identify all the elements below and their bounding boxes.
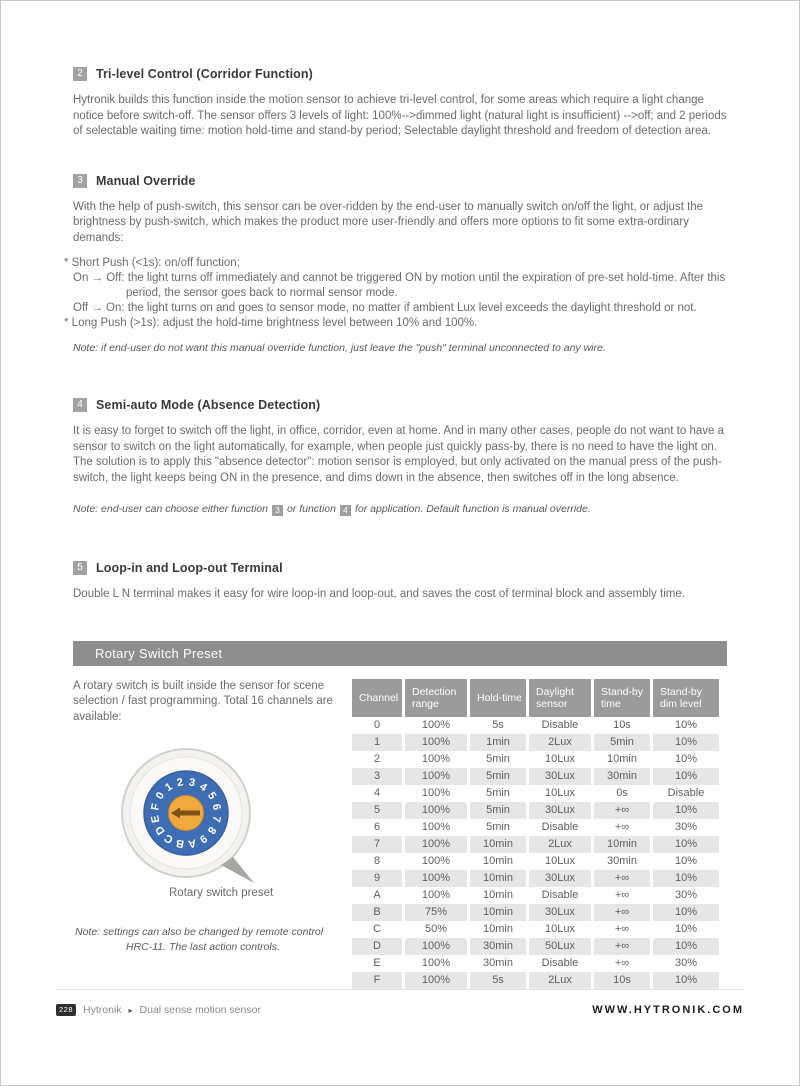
section-number-badge: 5 (73, 561, 87, 575)
table-cell: 100% (405, 768, 467, 785)
rotary-switch-graphic (91, 745, 341, 885)
table-header-cell: Stand-by time (594, 679, 650, 717)
dial-char: 0 (153, 790, 168, 802)
table-cell: 100% (405, 938, 467, 955)
footer-brand: Hytronik (83, 1004, 122, 1016)
table-cell: E (373, 957, 381, 969)
bullet-short-push: * Short Push (<1s): on/off function; (64, 257, 240, 269)
section-title: Manual Override (96, 173, 196, 188)
table-cell: 10Lux (545, 923, 575, 935)
section-heading-loop-terminal (73, 561, 727, 575)
table-cell: 3 (352, 768, 402, 785)
note-text-part: Note: end-user can choose either function (73, 503, 268, 515)
table-cell: 100% (421, 889, 451, 901)
manual-override-bullets (64, 256, 727, 331)
dial-char: C (162, 831, 176, 846)
table-row (352, 717, 719, 734)
table-cell: 5min (470, 802, 526, 819)
table-row (352, 870, 719, 887)
table-row (352, 836, 719, 853)
section-body-manual-override: With the help of push-switch, this sensor can be over-ridden by the end-user to manually switch on/off the light, or adjust the brightness by push-switch, which makes the product more user-friendly and offers more options to fit some extra-ordinary demands: (73, 200, 704, 244)
table-cell: +∞ (614, 957, 630, 969)
table-cell: 5min (486, 821, 510, 833)
table-cell: 1 (352, 734, 402, 751)
section-body-tri-level: Hytronik builds this function inside the motion sensor to achieve tri-level control, for some areas which require a light change notice before switch-off. The sensor offers 3 levels of light: 100%-->dimmed light (natural light is insufficient) -->off; and 2 periods of selectable waiting time: motion hold-time and stand-by period; Selectable daylight threshold and freedom of detection area. (73, 94, 727, 137)
table-cell: 10min (470, 836, 526, 853)
table-cell: 6 (373, 821, 381, 833)
table-row (352, 887, 719, 904)
footer-website: WWW.HYTRONIK.COM (592, 1004, 744, 1016)
table-cell: 10min (594, 836, 650, 853)
footer-left (56, 1004, 261, 1016)
table-cell: 5min (486, 787, 510, 799)
table-row (352, 785, 719, 802)
dial-char: F (149, 802, 163, 812)
footer-product: Dual sense motion sensor (139, 1004, 261, 1016)
table-cell: 10% (674, 719, 698, 731)
table-cell: F (352, 972, 402, 989)
table-cell: Disable (541, 719, 579, 731)
table-cell: D (352, 938, 402, 955)
table-cell: +∞ (594, 870, 650, 887)
table-cell: Disable (541, 957, 579, 969)
table-row (352, 972, 719, 989)
table-cell: 100% (405, 836, 467, 853)
table-cell: 10min (607, 753, 637, 765)
table-cell: +∞ (614, 821, 630, 833)
section-heading-semi-auto (73, 398, 727, 412)
table-cell: 10Lux (545, 855, 575, 867)
table-cell: 10min (483, 889, 513, 901)
dial-char: 6 (209, 802, 223, 812)
preset-table-head (352, 679, 719, 717)
dial-char: 8 (204, 824, 219, 836)
dial-char: 1 (163, 780, 175, 795)
table-cell: 10min (483, 923, 513, 935)
note-text-part: or function (286, 503, 336, 515)
dial-char: 5 (204, 790, 219, 802)
table-row (352, 734, 719, 751)
table-cell: 10s (594, 972, 650, 989)
table-cell: 10min (483, 855, 513, 867)
table-cell: 30min (594, 768, 650, 785)
dial-char: 2 (175, 776, 185, 790)
table-cell: 30% (674, 821, 698, 833)
table-cell: 2 (373, 753, 381, 765)
table-cell: 5min (486, 753, 510, 765)
section-number-badge: 2 (73, 67, 87, 81)
table-cell: 9 (352, 870, 402, 887)
table-cell: 10% (674, 855, 698, 867)
table-cell: 30min (470, 938, 526, 955)
section-heading-manual-override (73, 174, 727, 188)
table-cell: 5min (594, 734, 650, 751)
table-cell: 1min (470, 734, 526, 751)
page-number-badge: 228 (56, 1004, 76, 1016)
dial-char: A (186, 836, 198, 850)
table-cell: 100% (421, 753, 451, 765)
table-cell: 10s (613, 719, 631, 731)
bullet-on-off-line1: On → Off: the light turns off immediately and cannot be triggered ON by motion until the expiration of pre-set hold-time. After this (73, 272, 726, 284)
table-cell: 5 (352, 802, 402, 819)
section-title: Semi-auto Mode (Absence Detection) (96, 398, 321, 412)
rotary-switch-preset-bar: Rotary Switch Preset (73, 641, 727, 666)
table-cell: 10% (653, 734, 719, 751)
table-cell: 10% (653, 802, 719, 819)
table-cell: 10% (674, 753, 698, 765)
table-header-cell: Detection range (405, 679, 467, 717)
note-text-part: for application. Default function is manual override. (354, 503, 591, 515)
table-row (352, 802, 719, 819)
table-cell: 30% (674, 889, 698, 901)
table-cell: 10min (470, 870, 526, 887)
table-cell: 0 (373, 719, 381, 731)
table-cell: 2Lux (529, 972, 591, 989)
rotary-note-line1: Note: settings can also be changed by remote control (75, 926, 324, 938)
table-cell: 10% (653, 972, 719, 989)
table-cell: 30min (607, 855, 637, 867)
separator-arrow-icon: ▸ (128, 1005, 133, 1015)
table-row (352, 751, 719, 768)
semi-auto-note (73, 503, 727, 516)
table-row (352, 921, 719, 938)
dial-char: 4 (197, 780, 209, 795)
table-cell: 10% (674, 923, 698, 935)
table-cell: 100% (405, 802, 467, 819)
table-cell: Disable (667, 787, 705, 799)
table-cell: A (373, 889, 381, 901)
table-cell: +∞ (614, 923, 630, 935)
table-cell: +∞ (594, 904, 650, 921)
bullet-on-off-line2: period, the sensor goes back to normal sensor mode. (126, 287, 398, 299)
rotary-left-column (73, 679, 349, 989)
preset-table (349, 679, 722, 989)
table-cell: 30Lux (529, 802, 591, 819)
dial-char: B (174, 836, 186, 850)
table-cell: +∞ (594, 938, 650, 955)
table-cell: C (373, 923, 381, 935)
function-3-badge: 3 (272, 505, 283, 516)
dial-char: 9 (197, 831, 209, 846)
table-cell: 30% (674, 957, 698, 969)
section-number-badge: 3 (73, 174, 87, 188)
table-cell: 10% (653, 938, 719, 955)
rotary-note-line2: HRC-11. The last action controls. (126, 941, 280, 953)
table-cell: 100% (405, 972, 467, 989)
table-cell: 5s (492, 719, 504, 731)
table-cell: 4 (373, 787, 381, 799)
table-cell: 100% (405, 734, 467, 751)
table-row (352, 955, 719, 972)
table-cell: 2Lux (529, 836, 591, 853)
table-cell: 100% (421, 787, 451, 799)
rotary-intro: A rotary switch is built inside the sensor for scene selection / fast programming. Total 16 channels are available: (73, 679, 333, 723)
table-header-cell: Daylight sensor (529, 679, 591, 717)
section-body-semi-auto: It is easy to forget to switch off the light, in office, corridor, even at home. And in many other cases, people do not want to have a sensor to switch on the light automatically, for example, when people just quickly pass-by, there is no need to have the light on. The solution is to apply this "absence detector": motion sensor is employed, but only activated on the manual press of the push-switch, the light keeps being ON in the presence, and dims down in the absence, then switches off in the long absence. (73, 425, 724, 484)
table-header-cell: Stand-by dim level (653, 679, 719, 717)
bullet-long-push: * Long Push (>1s): adjust the hold-time brightness level between 10% and 100%. (64, 317, 478, 329)
table-cell: 8 (373, 855, 381, 867)
table-cell: Disable (541, 889, 579, 901)
table-cell: 10Lux (545, 787, 575, 799)
table-cell: 100% (421, 719, 451, 731)
table-cell: 10Lux (545, 753, 575, 765)
rotary-caption: Rotary switch preset (169, 887, 274, 899)
table-cell: 100% (421, 821, 451, 833)
table-cell: 10% (653, 904, 719, 921)
dial-char: 3 (187, 776, 197, 790)
table-row (352, 819, 719, 836)
section-number-badge: 4 (73, 398, 87, 412)
manual-override-note: Note: if end-user do not want this manual override function, just leave the "push" terminal unconnected to any wire. (73, 342, 606, 354)
table-cell: 30Lux (529, 904, 591, 921)
page-footer (56, 989, 744, 1016)
table-cell: 2Lux (529, 734, 591, 751)
table-cell: 100% (421, 855, 451, 867)
table-cell: Disable (541, 821, 579, 833)
dial-char: D (153, 823, 168, 837)
bullet-off-on: Off → On: the light turns on and goes to sensor mode, no matter if ambient Lux level exceeds the daylight threshold or not. (73, 302, 697, 314)
section-heading-tri-level (73, 67, 727, 81)
table-header-cell: Hold-time (470, 679, 526, 717)
table-cell: 30Lux (529, 870, 591, 887)
table-header-cell: Channel (352, 679, 402, 717)
section-title: Tri-level Control (Corridor Function) (96, 67, 313, 81)
table-cell: 7 (352, 836, 402, 853)
rotary-right-column (349, 679, 727, 989)
section-title: Loop-in and Loop-out Terminal (96, 561, 283, 575)
function-4-badge: 4 (340, 505, 351, 516)
dial-char: E (149, 814, 163, 824)
table-cell: 10% (653, 870, 719, 887)
table-cell: +∞ (614, 889, 630, 901)
table-cell: 100% (421, 957, 451, 969)
table-cell: 10min (470, 904, 526, 921)
table-row (352, 768, 719, 785)
table-cell: 100% (405, 870, 467, 887)
table-cell: 50% (424, 923, 448, 935)
table-cell: 10% (653, 836, 719, 853)
rotary-section (73, 679, 727, 989)
dial-char: 7 (209, 814, 223, 824)
table-cell: 0s (616, 787, 628, 799)
preset-table-body (352, 717, 719, 989)
table-cell: B (352, 904, 402, 921)
table-cell: 5min (470, 768, 526, 785)
table-cell: 30Lux (529, 768, 591, 785)
section-body-loop-terminal: Double L N terminal makes it easy for wire loop-in and loop-out, and saves the cost of terminal block and assembly time. (73, 588, 685, 600)
table-row (352, 853, 719, 870)
rotary-note (75, 925, 349, 955)
table-row (352, 904, 719, 921)
table-row (352, 938, 719, 955)
table-cell: 5s (470, 972, 526, 989)
table-cell: 50Lux (529, 938, 591, 955)
table-cell: 30min (483, 957, 513, 969)
table-cell: 10% (653, 768, 719, 785)
page-content (1, 1, 799, 989)
table-cell: +∞ (594, 802, 650, 819)
table-cell: 75% (405, 904, 467, 921)
